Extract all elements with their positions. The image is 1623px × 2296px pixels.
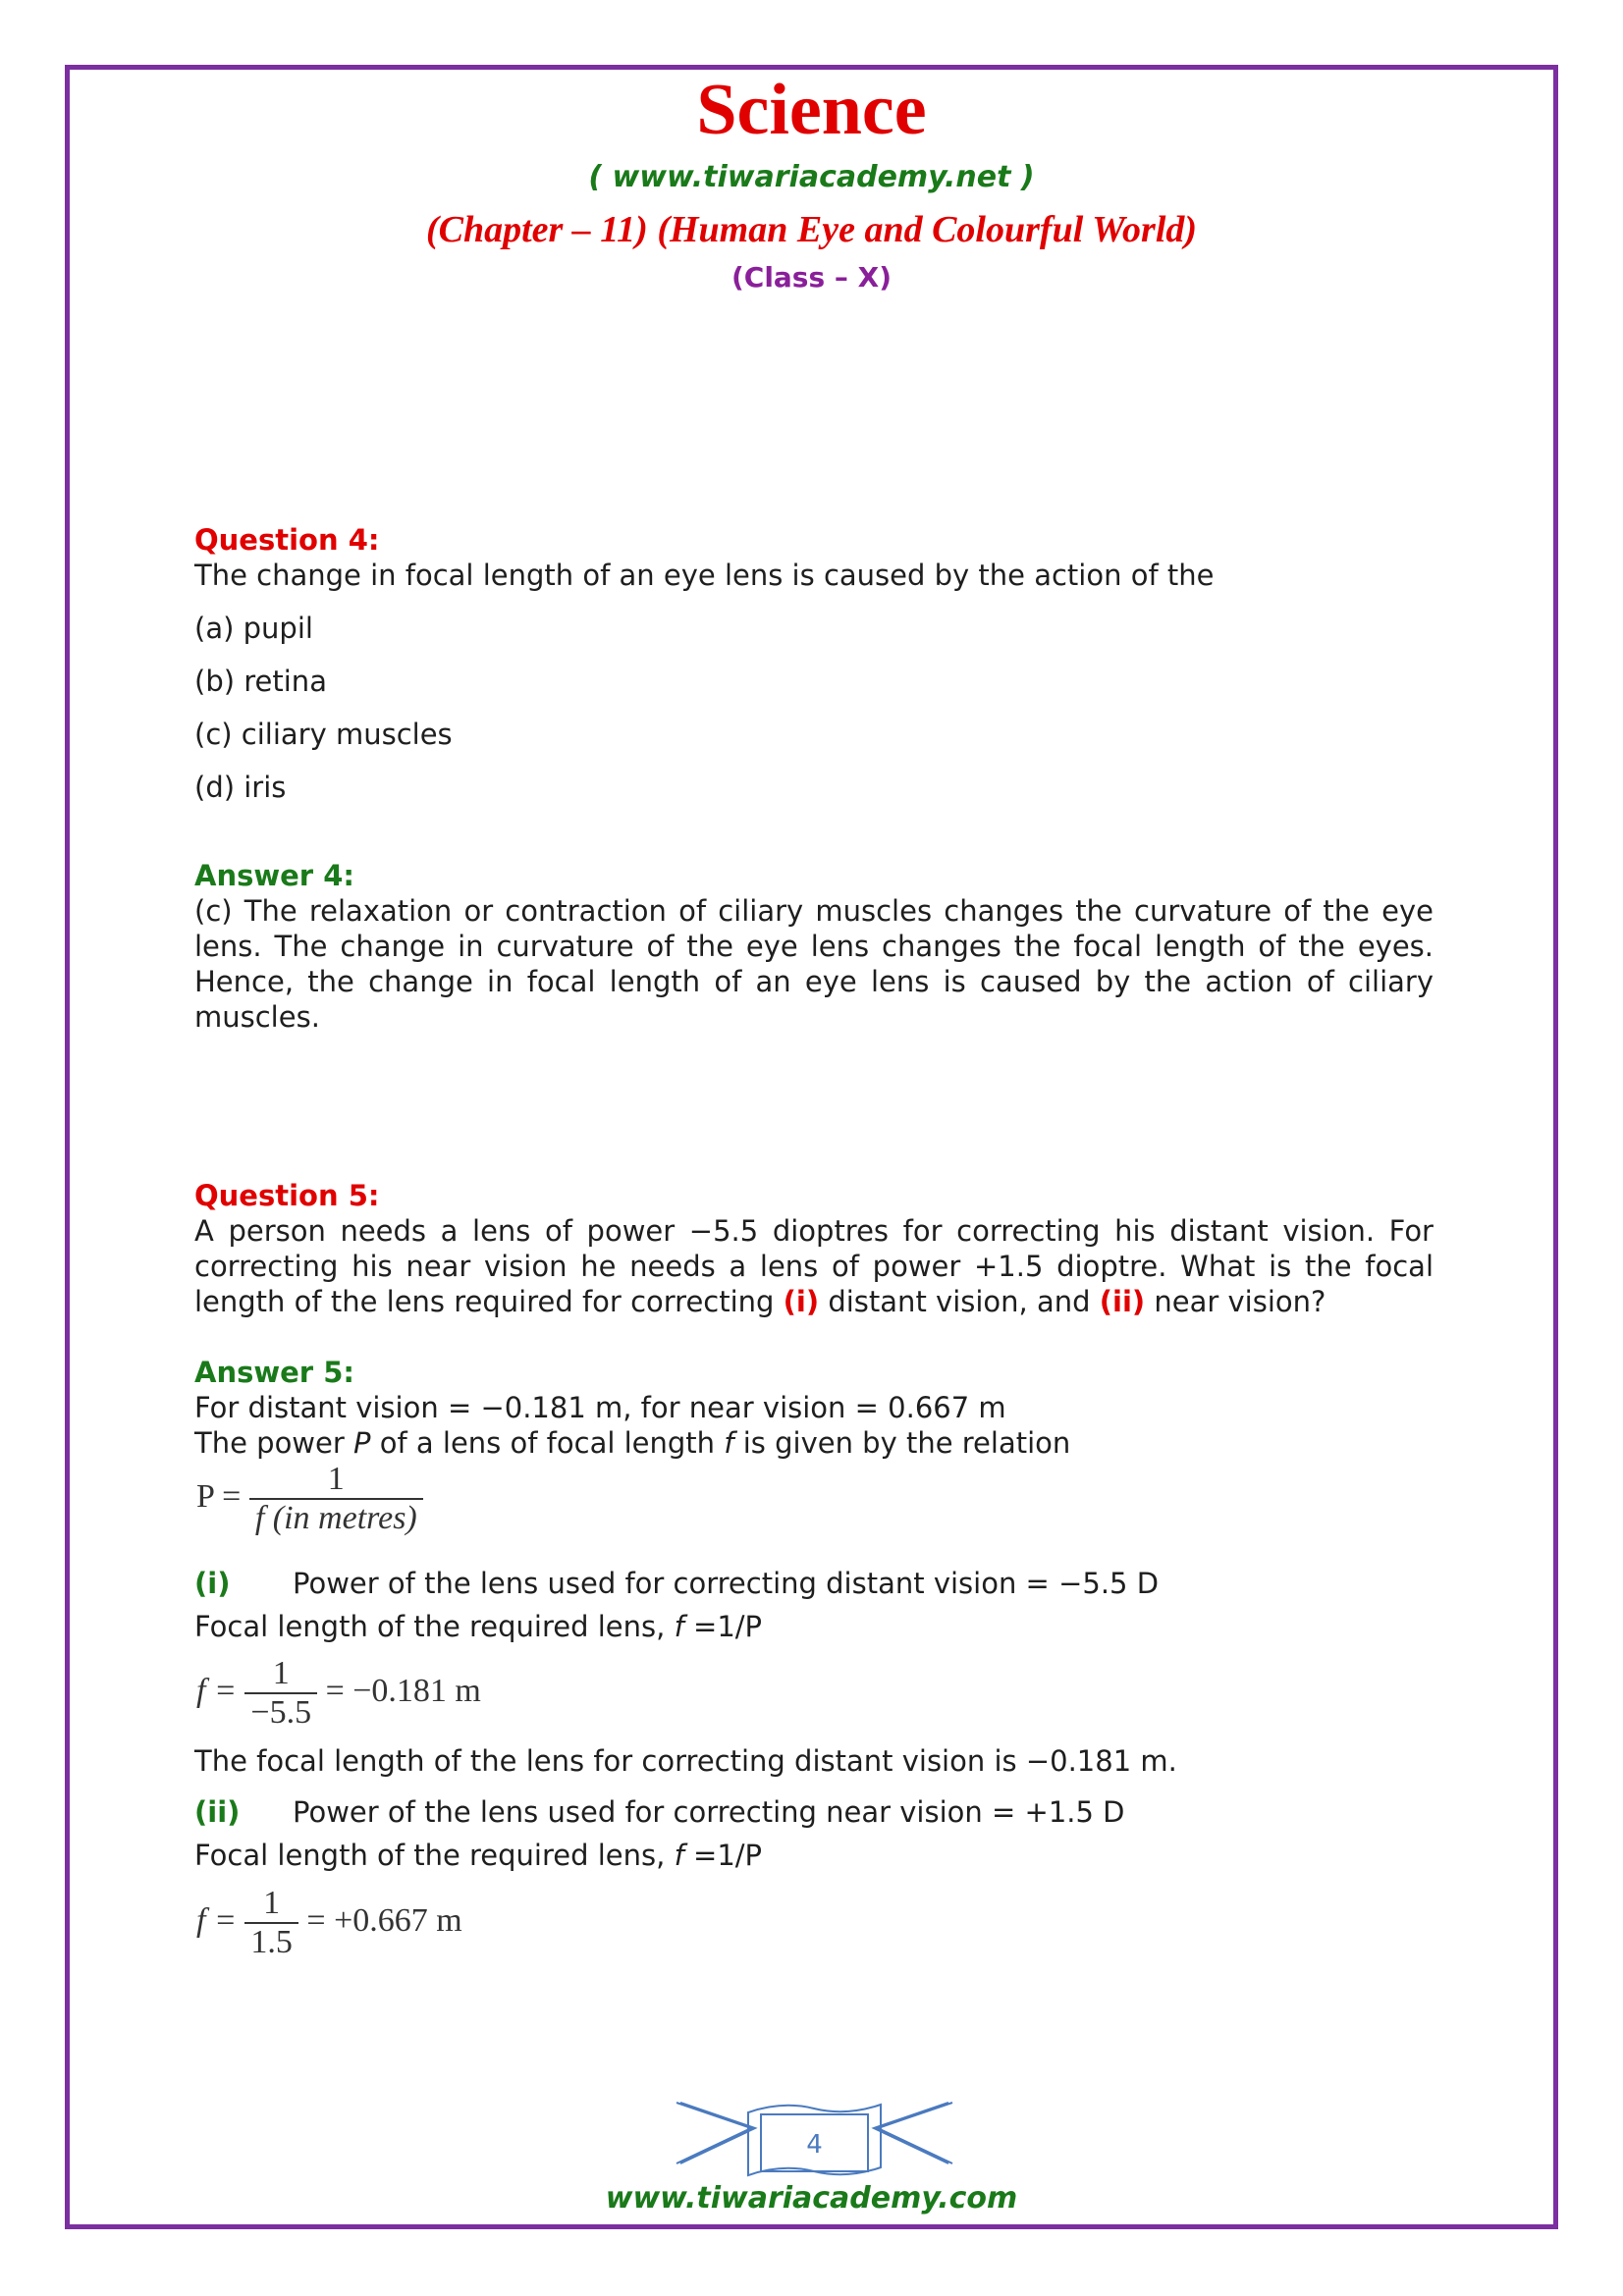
mark-ii: (ii): [1099, 1285, 1146, 1318]
option-d: (d) iris: [194, 771, 287, 804]
formula-power: P = $\frac{1}{\text{f (in metres)}}$: [196, 1461, 423, 1537]
question-5-text: A person needs a lens of power −5.5 dioptres for correcting his distant vision. For correcting his near vision he needs a lens of power +1.5 dioptre. What is the focal length of the lens required for correcting (i) distant vision, and (ii) near vision?: [194, 1214, 1434, 1318]
formula-part-i: f = $\frac{1}{-5.5}$ = −0.181 m: [196, 1655, 481, 1731]
answer-5-heading: Answer 5:: [194, 1356, 354, 1389]
part-ii-line: (ii) Power of the lens used for correcting near vision = +1.5 D: [194, 1795, 1125, 1829]
formula-part-ii: f = $\frac{1}{1.5}$ = +0.667 m: [196, 1885, 462, 1960]
page-number-ribbon: [675, 2091, 954, 2179]
question-4-text: The change in focal length of an eye lens is caused by the action of the: [194, 559, 1215, 592]
footer-url: www.tiwariacademy.com: [605, 2181, 1018, 2216]
chapter-title: (Chapter – 11) (Human Eye and Colourful World): [425, 209, 1198, 250]
answer-4: [194, 858, 1434, 1035]
header-url: ( www.tiwariacademy.net ): [588, 160, 1035, 194]
answer-4-text: (c) The relaxation or contraction of ciliary muscles changes the curvature of the eye lens. The change in curvature of the eye lens changes the focal length of the eyes. Hence, the change in focal length of an eye lens is caused by the action of ciliary muscles.: [194, 894, 1434, 1034]
option-c: (c) ciliary muscles: [194, 718, 453, 751]
page-title: Science: [696, 70, 927, 150]
part-ii: [194, 1794, 1434, 1873]
answer-5-line1: For distant vision = −0.181 m, for near vision = 0.667 m: [194, 1391, 1006, 1424]
mark-i: (i): [783, 1285, 820, 1318]
question-5: [194, 1178, 1434, 1319]
part-ii-focal: Focal length of the required lens, f =1/P: [194, 1839, 763, 1872]
question-4: [194, 522, 1434, 805]
part-i-line: (i) Power of the lens used for correcting distant vision = −5.5 D: [194, 1567, 1160, 1600]
part-i-mark: (i): [194, 1567, 231, 1600]
part-ii-mark: (ii): [194, 1795, 241, 1829]
question-5-heading: Question 5:: [194, 1179, 380, 1212]
part-i-focal: Focal length of the required lens, f =1/P: [194, 1610, 763, 1643]
option-b: (b) retina: [194, 665, 327, 698]
question-4-heading: Question 4:: [194, 523, 380, 557]
class-label: (Class – X): [730, 261, 893, 294]
page-number: 4: [806, 2130, 823, 2160]
option-a: (a) pupil: [194, 612, 313, 645]
answer-5: [194, 1355, 1434, 1461]
answer-4-heading: Answer 4:: [194, 859, 354, 892]
answer-5-line2: The power P of a lens of focal length f is given by the relation: [194, 1426, 1071, 1460]
part-i-conclusion: The focal length of the lens for correcting distant vision is −0.181 m.: [194, 1744, 1177, 1778]
part-i: [194, 1566, 1434, 1644]
